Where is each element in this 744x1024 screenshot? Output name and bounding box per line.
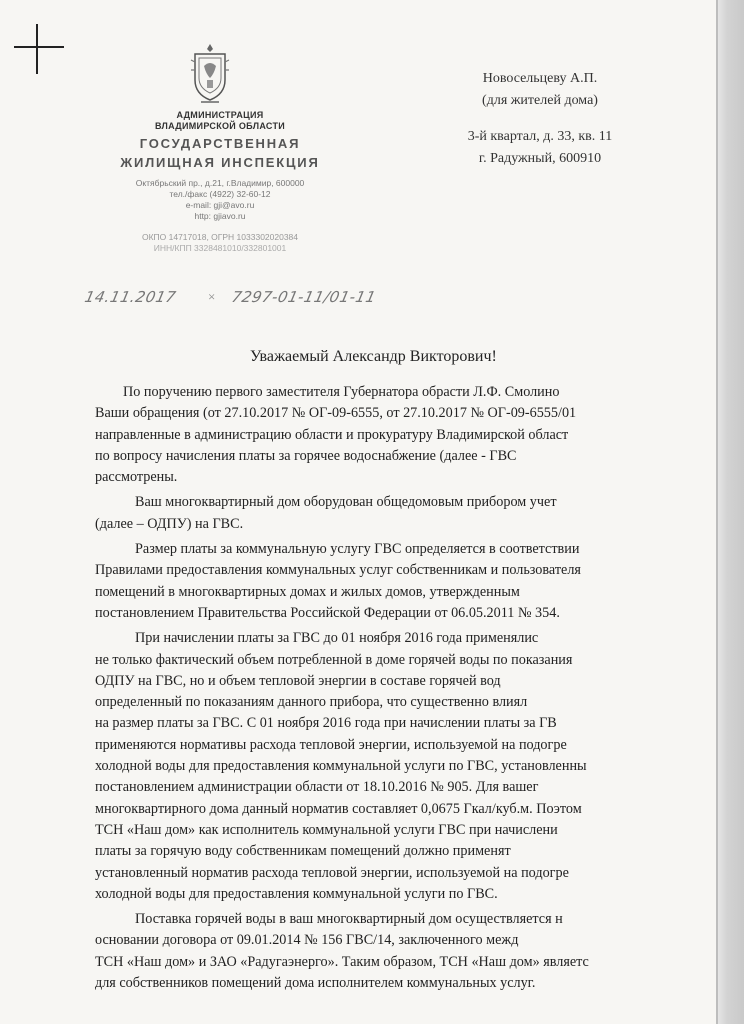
body-line: помещений в многоквартирных домах и жилых домов, утвержденным bbox=[95, 583, 520, 600]
org-website: http: gjiavo.ru bbox=[194, 211, 246, 221]
body-line: Поставка горячей воды в ваш многоквартирный дом осуществляется н bbox=[135, 911, 563, 928]
body-line: ОДПУ на ГВС, но и объем тепловой энергии в составе горячей вод bbox=[95, 672, 501, 689]
body-line: по вопросу начисления платы за горячее водоснабжение (далее - ГВС bbox=[95, 447, 517, 464]
org-email: e-mail: gji@avo.ru bbox=[185, 200, 255, 210]
body-line: применяются нормативы расхода тепловой энергии, используемой на подогре bbox=[95, 736, 567, 753]
body-line: установленный норматив расхода тепловой энергии, используемой на подогре bbox=[95, 864, 569, 881]
body-line: холодной воды для предоставления коммунальной услуги по ГВС. bbox=[95, 885, 498, 902]
body-line: для собственников помещений дома исполнителем коммунальных услуг. bbox=[95, 975, 536, 992]
number-separator: × bbox=[208, 289, 216, 304]
body-line: Ваши обращения (от 27.10.2017 № ОГ-09-6555, от 27.10.2017 № ОГ-09-6555/01 bbox=[95, 405, 577, 422]
body-line: По поручению первого заместителя Губернатора обрасти Л.Ф. Смолино bbox=[123, 384, 560, 400]
coat-of-arms-icon bbox=[187, 40, 233, 108]
body-line: ТСН «Наш дом» как исполнитель коммунальной услуги ГВС при начислени bbox=[95, 821, 558, 838]
org-name-line1: АДМИНИСТРАЦИЯ bbox=[176, 110, 264, 120]
letterhead bbox=[105, 110, 335, 254]
scan-page-edge bbox=[716, 0, 744, 1024]
scan-page-edge-line bbox=[716, 0, 718, 1024]
addressee-block bbox=[440, 68, 640, 170]
body-line: на размер платы за ГВС. С 01 ноября 2016 года при начислении платы за ГВ bbox=[95, 715, 557, 732]
handwritten-date: 14.11.2017 bbox=[83, 288, 178, 306]
salutation: Уважаемый Александр Викторович! bbox=[250, 348, 497, 365]
body-line: направленные в администрацию области и прокуратуру Владимирской област bbox=[95, 426, 569, 443]
body-line: холодной воды для предоставления коммунальной услуги по ГВС, установленны bbox=[95, 758, 587, 775]
letter-body bbox=[95, 382, 705, 994]
body-line: платы за горячую воду собственникам помещений должно применят bbox=[95, 843, 511, 860]
body-line: рассмотрены. bbox=[95, 469, 178, 486]
org-codes-line1: ОКПО 14717018, ОГРН 1033302020384 bbox=[141, 232, 299, 242]
org-name-line2: ВЛАДИМИРСКОЙ ОБЛАСТИ bbox=[154, 121, 286, 131]
body-line: Ваш многоквартирный дом оборудован общедомовым прибором учет bbox=[135, 494, 557, 511]
addressee-name: Новосельцеву А.П. bbox=[482, 71, 598, 86]
body-line: постановлением Правительства Российской Федерации от 06.05.2011 № 354. bbox=[95, 604, 560, 621]
body-line: постановлением администрации области от 18.10.2016 № 905. Для вашег bbox=[95, 779, 539, 796]
org-address: Октябрьский пр., д.21, г.Владимир, 600000 bbox=[135, 178, 305, 188]
addressee-address-line1: 3-й квартал, д. 33, кв. 11 bbox=[467, 129, 613, 144]
addressee-note: (для жителей дома) bbox=[482, 93, 598, 108]
body-line: При начислении платы за ГВС до 01 ноября 2016 года применялис bbox=[135, 630, 539, 647]
body-line: Правилами предоставления коммунальных услуг собственникам и пользователя bbox=[95, 562, 581, 579]
crosshair-icon bbox=[14, 24, 64, 74]
body-line: Размер платы за коммунальную услугу ГВС определяется в соответствии bbox=[135, 541, 580, 558]
dept-name-line2: ЖИЛИЩНАЯ ИНСПЕКЦИЯ bbox=[120, 155, 320, 170]
org-codes-line2: ИНН/КПП 3328481010/332801001 bbox=[153, 243, 287, 253]
body-line: (далее – ОДПУ) на ГВС. bbox=[95, 515, 244, 532]
body-line: определенный по показаниям данного прибора, что существенно влиял bbox=[95, 694, 528, 711]
org-phone: тел./факс (4922) 32-60-12 bbox=[169, 189, 271, 199]
body-line: не только фактический объем потребленной в доме горячей воды по показания bbox=[95, 651, 573, 668]
handwritten-outgoing-number: 7297-01-11/01-11 bbox=[230, 288, 378, 306]
dept-name-line1: ГОСУДАРСТВЕННАЯ bbox=[139, 136, 301, 151]
addressee-address-line2: г. Радужный, 600910 bbox=[478, 151, 602, 166]
body-line: ТСН «Наш дом» и ЗАО «Радугаэнерго». Таким образом, ТСН «Наш дом» являетс bbox=[95, 953, 589, 970]
body-line: многоквартирного дома данный норматив составляет 0,0675 Гкал/куб.м. Поэтом bbox=[95, 800, 582, 817]
body-line: основании договора от 09.01.2014 № 156 ГВС/14, заключенного межд bbox=[95, 932, 519, 949]
